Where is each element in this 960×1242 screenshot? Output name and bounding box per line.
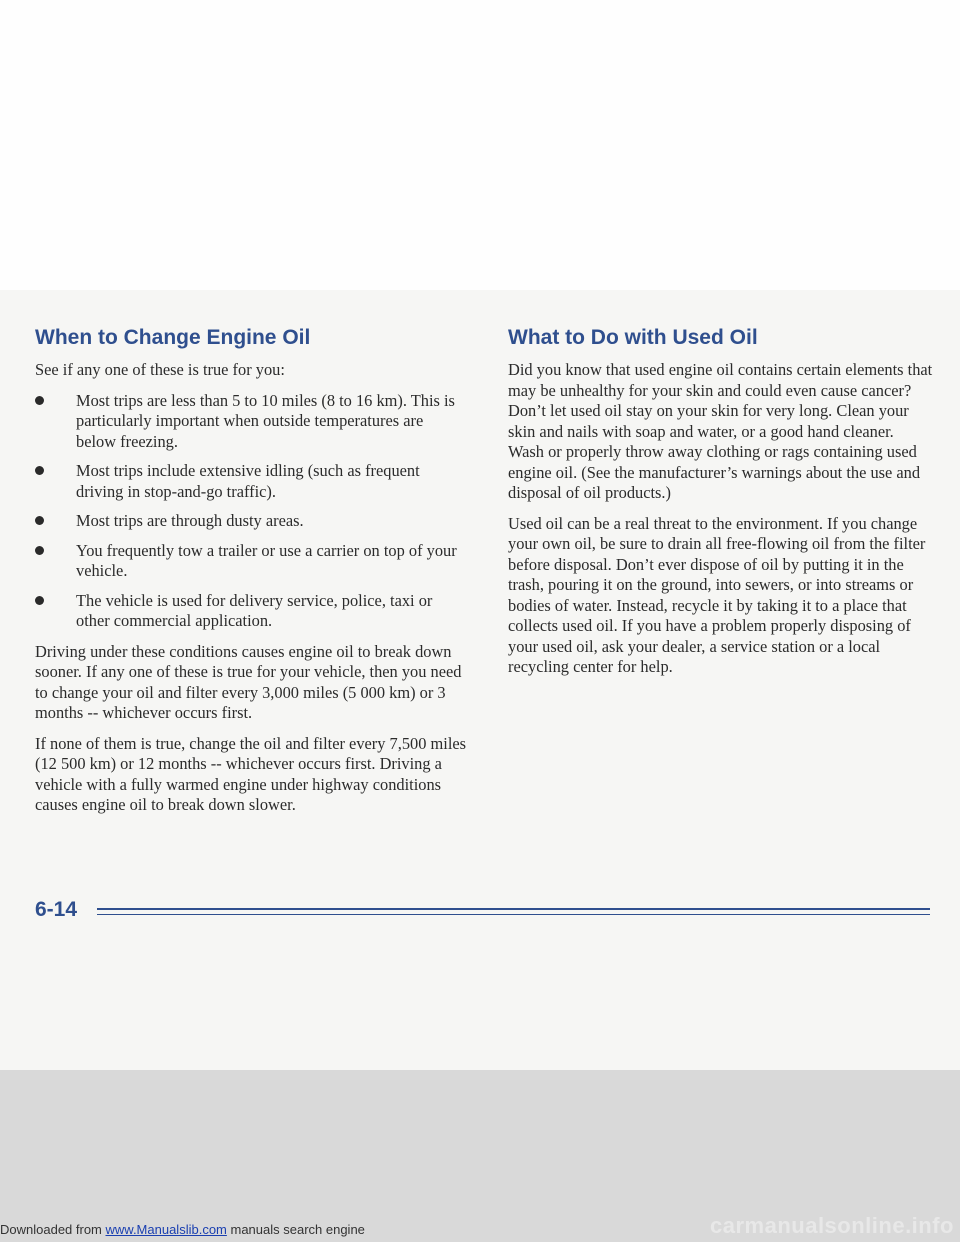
paragraph-severe-conditions: Driving under these conditions causes engine oil to break down sooner. If any one of these is true for your vehicle, then you need to change your oil and filter every 3,000 miles (5 000 km) or 3 months -- whichever occurs first. <box>35 641 462 722</box>
bullet-icon <box>35 596 44 605</box>
heading-change-engine-oil: When to Change Engine Oil <box>35 326 311 349</box>
list-item-text: The vehicle is used for delivery service, police, taxi or other commercial application. <box>76 590 433 630</box>
download-suffix: manuals search engine <box>226 1222 365 1237</box>
bullet-icon <box>35 546 44 555</box>
paragraph-environment: Used oil can be a real threat to the environment. If you change your own oil, be sure to drain all free-flowing oil from the filter before disposal. Don’t ever dispose of oil by putting it in the trash, pouring it on the ground, into sewers, or into streams or bodies of water. Instead, recycle it by taking it to a place that collects used oil. If you have a problem properly disposing of your used oil, ask your dealer, a service station or a local recycling center for help. <box>508 513 926 676</box>
list-item-text: Most trips are through dusty areas. <box>76 511 304 530</box>
footer-rule-thin <box>97 914 930 915</box>
manualslib-link[interactable]: www.Manualslib.com <box>105 1222 227 1237</box>
list-item-text: Most trips include extensive idling (such as frequent driving in stop-and-go traffic). <box>76 461 420 501</box>
blank-top-area <box>0 0 960 290</box>
bullet-icon <box>35 516 44 525</box>
right-column <box>508 326 933 688</box>
list-item <box>35 591 467 632</box>
left-column <box>35 326 467 826</box>
list-item <box>35 391 467 453</box>
bullet-icon <box>35 396 44 405</box>
page-footer <box>35 898 930 928</box>
list-item <box>35 541 467 582</box>
conditions-list <box>35 391 467 632</box>
list-item <box>35 461 467 502</box>
footer-rule <box>97 908 930 910</box>
intro-text: See if any one of these is true for you: <box>35 360 285 379</box>
download-note <box>0 1222 365 1237</box>
list-item <box>35 511 467 532</box>
page-number: 6-14 <box>35 898 78 921</box>
list-item-text: You frequently tow a trailer or use a carrier on top of your vehicle. <box>76 540 457 580</box>
paragraph-normal-conditions: If none of them is true, change the oil and filter every 7,500 miles (12 500 km) or 12 months -- whichever occurs first. Driving a vehicle with a fully warmed engine under highway conditions causes engine oil to break down slower. <box>35 733 467 814</box>
bullet-icon <box>35 466 44 475</box>
paragraph-health-warning: Did you know that used engine oil contains certain elements that may be unhealthy for your skin and could even cause cancer? Don’t let used oil stay on your skin for very long. Clean your skin and nails with soap and water, or a good hand cleaner. Wash or properly throw away clothing or rags containing used engine oil. (See the manufacturer’s warnings about the use and disposal of oil products.) <box>508 360 933 502</box>
download-prefix: Downloaded from <box>0 1222 106 1237</box>
heading-used-oil: What to Do with Used Oil <box>508 326 758 349</box>
site-watermark: carmanualsonline.info <box>710 1213 954 1238</box>
list-item-text: Most trips are less than 5 to 10 miles (8 to 16 km). This is particularly important when outside temperatures are below freezing. <box>76 390 455 451</box>
